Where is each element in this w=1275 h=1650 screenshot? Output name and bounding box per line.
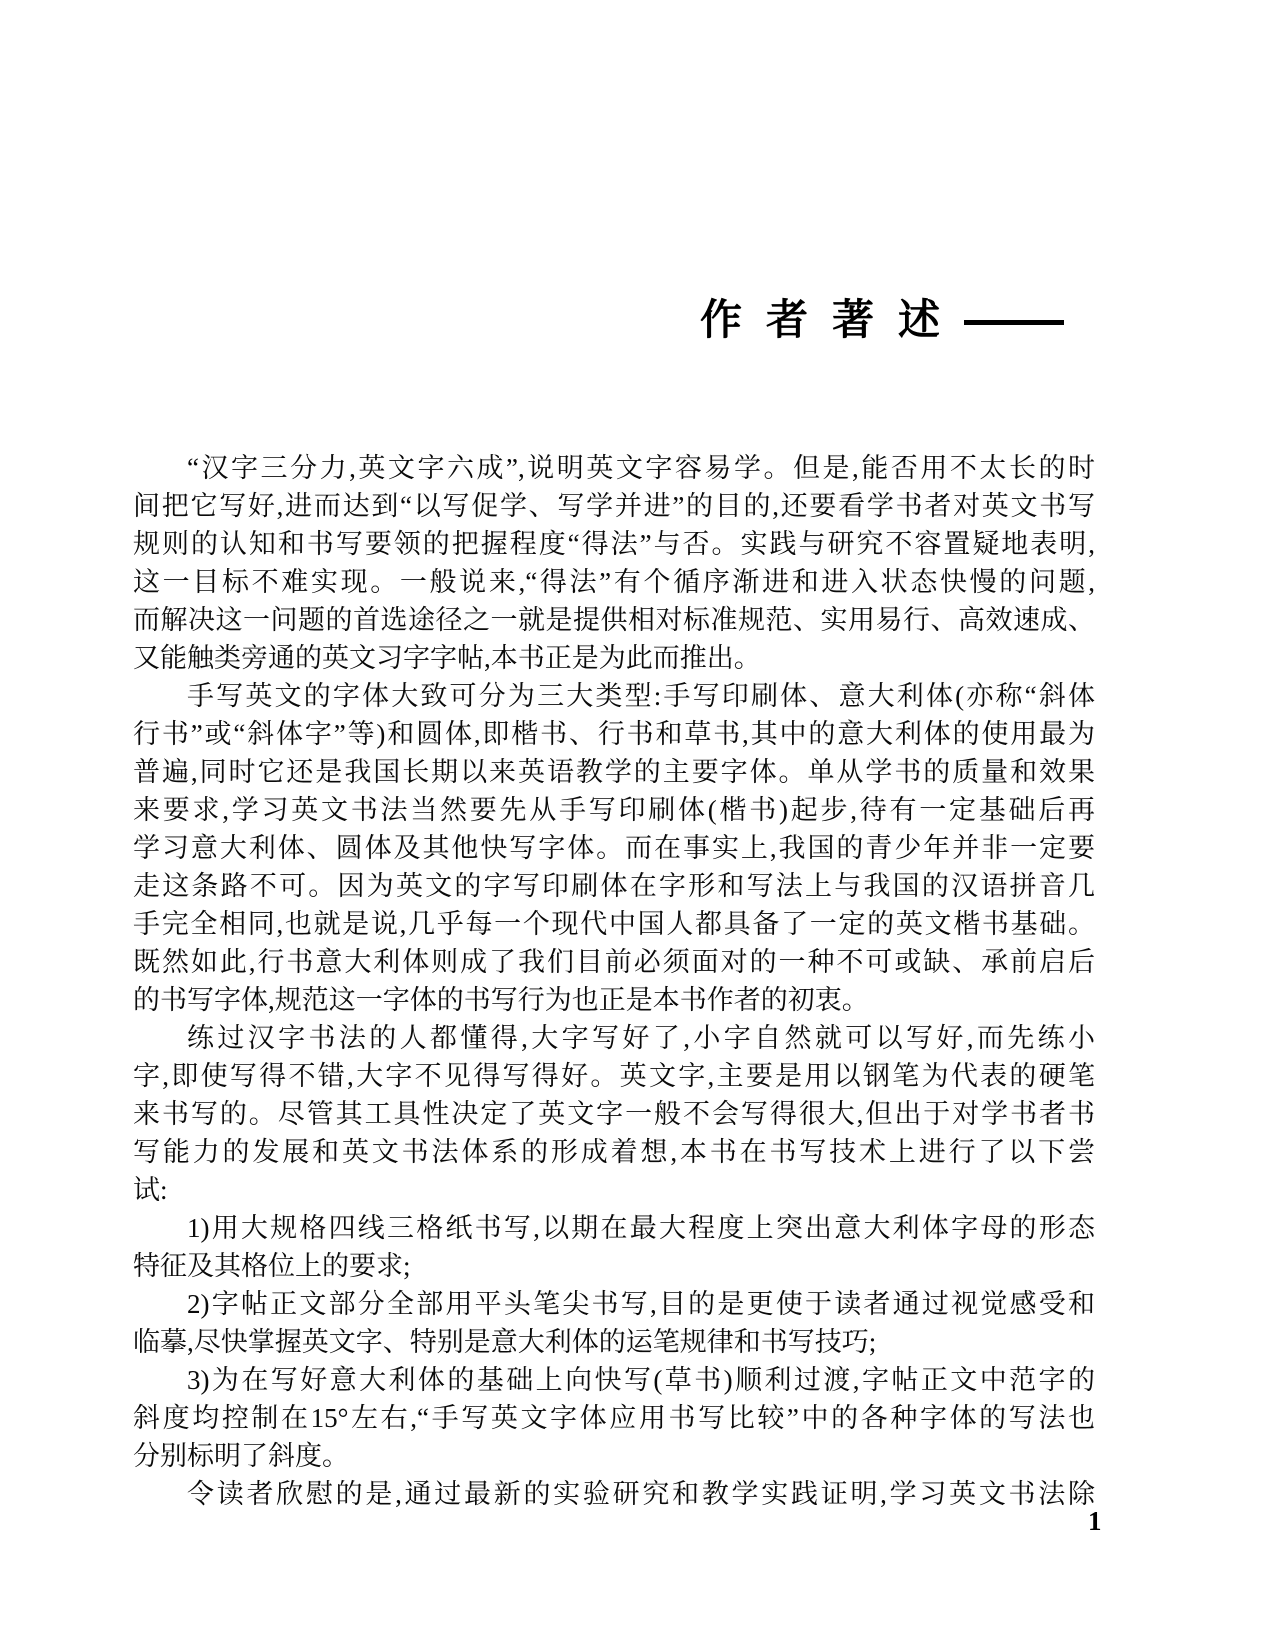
text-line: 斜度均控制在15°左右,“手写英文字体应用书写比较”中的各种字体的写法也 — [133, 1403, 1095, 1433]
text-line: 令读者欣慰的是,通过最新的实验研究和教学实践证明,学习英文书法除 — [187, 1479, 1095, 1509]
text-line: 试: — [133, 1175, 168, 1205]
text-line: 普遍,同时它还是我国长期以来英语教学的主要字体。单从学书的质量和效果 — [133, 757, 1095, 787]
text-line: 走这条路不可。因为英文的字写印刷体在字形和写法上与我国的汉语拼音几 — [133, 871, 1095, 901]
text-line: 2)字帖正文部分全部用平头笔尖书写,目的是更使于读者通过视觉感受和 — [187, 1289, 1095, 1319]
text-line: 手写英文的字体大致可分为三大类型:手写印刷体、意大利体(亦称“斜体 — [187, 681, 1095, 711]
text-line: 临摹,尽快掌握英文字、特别是意大利体的运笔规律和书写技巧; — [133, 1327, 877, 1357]
page-number: 1 — [1088, 1506, 1102, 1536]
text-line: “汉字三分力,英文字六成”,说明英文字容易学。但是,能否用不太长的时 — [187, 453, 1095, 483]
chapter-title: 作者著述 — [700, 295, 965, 344]
body-text — [133, 449, 1095, 1513]
text-line: 分别标明了斜度。 — [133, 1441, 349, 1471]
text-line: 3)为在写好意大利体的基础上向快写(草书)顺利过渡,字帖正文中范字的 — [187, 1365, 1095, 1395]
text-line: 来要求,学习英文书法当然要先从手写印刷体(楷书)起步,待有一定基础后再 — [133, 795, 1095, 825]
text-line: 1)用大规格四线三格纸书写,以期在最大程度上突出意大利体字母的形态 — [187, 1213, 1095, 1243]
text-line: 练过汉字书法的人都懂得,大字写好了,小字自然就可以写好,而先练小 — [187, 1023, 1095, 1053]
text-line: 既然如此,行书意大利体则成了我们目前必须面对的一种不可或缺、承前启后 — [133, 947, 1095, 977]
text-line: 而解决这一问题的首选途径之一就是提供相对标准规范、实用易行、高效速成、 — [133, 605, 1095, 635]
text-line: 这一目标不难实现。一般说来,“得法”有个循序渐进和进入状态快慢的问题, — [133, 567, 1095, 597]
text-line: 来书写的。尽管其工具性决定了英文字一般不会写得很大,但出于对学书者书 — [133, 1099, 1095, 1129]
text-line: 字,即使写得不错,大字不见得写得好。英文字,主要是用以钢笔为代表的硬笔 — [133, 1061, 1095, 1091]
text-line: 行书”或“斜体字”等)和圆体,即楷书、行书和草书,其中的意大利体的使用最为 — [133, 719, 1095, 749]
text-line: 学习意大利体、圆体及其他快写字体。而在事实上,我国的青少年并非一定要 — [133, 833, 1095, 863]
chapter-heading — [700, 296, 1064, 344]
text-line: 规则的认知和书写要领的把握程度“得法”与否。实践与研究不容置疑地表明, — [133, 529, 1095, 559]
text-line: 特征及其格位上的要求; — [133, 1251, 411, 1281]
text-line: 间把它写好,进而达到“以写促学、写学并进”的目的,还要看学书者对英文书写 — [133, 491, 1095, 521]
text-line: 手完全相同,也就是说,几乎每一个现代中国人都具备了一定的英文楷书基础。 — [133, 909, 1095, 939]
text-line: 写能力的发展和英文书法体系的形成着想,本书在书写技术上进行了以下尝 — [133, 1137, 1095, 1167]
text-line: 的书写字体,规范这一字体的书写行为也正是本书作者的初衷。 — [133, 985, 869, 1015]
title-dash-rule — [964, 320, 1064, 325]
text-line: 又能触类旁通的英文习字字帖,本书正是为此而推出。 — [133, 643, 761, 673]
